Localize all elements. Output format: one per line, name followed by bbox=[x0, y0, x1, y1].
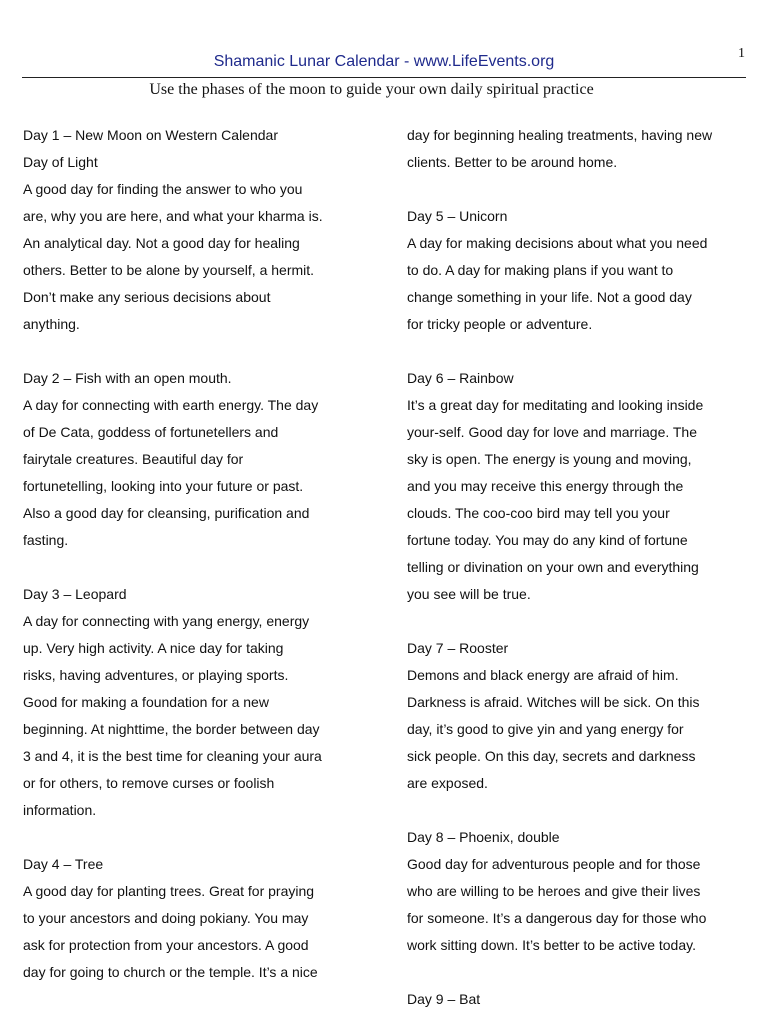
body-text-line: to do. A day for making plans if you want to bbox=[407, 262, 674, 278]
body-text-line: sky is open. The energy is young and moving, bbox=[407, 451, 692, 467]
day-entry bbox=[23, 851, 368, 986]
body-text-line: Don’t make any serious decisions about bbox=[23, 289, 271, 305]
body-text-line: are, why you are here, and what your kharma is. bbox=[23, 208, 323, 224]
day-entry bbox=[407, 122, 752, 176]
day-heading: Day 1 – New Moon on Western Calendar bbox=[23, 127, 278, 143]
day-heading: Day 9 – Bat bbox=[407, 991, 481, 1007]
body-text-line: beginning. At nighttime, the border between day bbox=[23, 721, 320, 737]
day-heading: Day 4 – Tree bbox=[23, 856, 104, 872]
body-text-line: An analytical day. Not a good day for healing bbox=[23, 235, 300, 251]
body-text-line: A day for connecting with yang energy, energy bbox=[23, 613, 310, 629]
day-entry bbox=[407, 203, 752, 338]
body-text-line: up. Very high activity. A nice day for taking bbox=[23, 640, 284, 656]
body-text-line: Good day for adventurous people and for those bbox=[407, 856, 701, 872]
entry-spacer bbox=[23, 554, 368, 581]
page-number: 1 bbox=[738, 46, 745, 61]
body-text-line: Good for making a foundation for a new bbox=[23, 694, 269, 710]
day-entry bbox=[23, 581, 368, 824]
body-text-line: day for going to church or the temple. It’s a nice bbox=[23, 964, 318, 980]
day-entry bbox=[407, 365, 752, 608]
entry-spacer bbox=[23, 338, 368, 365]
body-text-line: fairytale creatures. Beautiful day for bbox=[23, 451, 244, 467]
day-heading: Day 3 – Leopard bbox=[23, 586, 127, 602]
day-entry bbox=[23, 122, 368, 338]
entry-spacer bbox=[407, 959, 752, 986]
body-text-line: sick people. On this day, secrets and darkness bbox=[407, 748, 696, 764]
left-column bbox=[23, 122, 368, 986]
body-text-line: you see will be true. bbox=[407, 586, 531, 602]
body-text-line: Demons and black energy are afraid of him. bbox=[407, 667, 679, 683]
day-entry bbox=[407, 824, 752, 959]
body-text-line: A day for connecting with earth energy. The day bbox=[23, 397, 319, 413]
body-text-line: information. bbox=[23, 802, 97, 818]
body-text-line: fasting. bbox=[23, 532, 69, 548]
header-divider bbox=[22, 77, 746, 78]
day-entry bbox=[23, 365, 368, 554]
body-text-line: clients. Better to be around home. bbox=[407, 154, 618, 170]
document-subtitle: Use the phases of the moon to guide your own daily spiritual practice bbox=[149, 81, 594, 98]
body-text-line: for someone. It’s a dangerous day for those who bbox=[407, 910, 707, 926]
body-text-line: who are willing to be heroes and give their lives bbox=[407, 883, 701, 899]
body-text-line: and you may receive this energy through the bbox=[407, 478, 684, 494]
day-heading: Day 7 – Rooster bbox=[407, 640, 509, 656]
body-text-line: work sitting down. It’s better to be active today. bbox=[407, 937, 696, 953]
body-text-line: A day for making decisions about what you need bbox=[407, 235, 708, 251]
day-entry bbox=[407, 986, 752, 1013]
day-heading: Day 5 – Unicorn bbox=[407, 208, 508, 224]
entry-spacer bbox=[407, 338, 752, 365]
body-text-line: anything. bbox=[23, 316, 80, 332]
day-heading: Day 8 – Phoenix, double bbox=[407, 829, 560, 845]
body-text-line: Darkness is afraid. Witches will be sick. On this bbox=[407, 694, 700, 710]
document-title: Shamanic Lunar Calendar - www.LifeEvents.org bbox=[213, 53, 555, 70]
body-text-line: your-self. Good day for love and marriage. The bbox=[407, 424, 698, 440]
body-text-line: clouds. The coo-coo bird may tell you your bbox=[407, 505, 670, 521]
body-text-line: ask for protection from your ancestors. A good bbox=[23, 937, 309, 953]
body-text-line: day for beginning healing treatments, having new bbox=[407, 127, 713, 143]
entry-spacer bbox=[407, 608, 752, 635]
body-text-line: others. Better to be alone by yourself, a hermit. bbox=[23, 262, 315, 278]
body-text-line: of De Cata, goddess of fortunetellers and bbox=[23, 424, 279, 440]
entry-spacer bbox=[23, 824, 368, 851]
body-text-line: or for others, to remove curses or foolish bbox=[23, 775, 275, 791]
entry-spacer bbox=[407, 797, 752, 824]
body-text-line: change something in your life. Not a good day bbox=[407, 289, 692, 305]
body-text-line: A good day for planting trees. Great for praying bbox=[23, 883, 315, 899]
body-text-line: day, it’s good to give yin and yang energy for bbox=[407, 721, 684, 737]
body-text-line: It’s a great day for meditating and looking inside bbox=[407, 397, 704, 413]
body-text-line: are exposed. bbox=[407, 775, 488, 791]
body-text-line: fortune today. You may do any kind of fortune bbox=[407, 532, 688, 548]
body-text-line: Day of Light bbox=[23, 154, 98, 170]
body-text-line: A good day for finding the answer to who you bbox=[23, 181, 303, 197]
body-text-line: for tricky people or adventure. bbox=[407, 316, 593, 332]
body-text-line: fortunetelling, looking into your future or past. bbox=[23, 478, 304, 494]
day-heading: Day 6 – Rainbow bbox=[407, 370, 514, 386]
body-text-line: Also a good day for cleansing, purification and bbox=[23, 505, 310, 521]
day-heading: Day 2 – Fish with an open mouth. bbox=[23, 370, 232, 386]
right-column bbox=[407, 122, 752, 1013]
entry-spacer bbox=[407, 176, 752, 203]
day-entry bbox=[407, 635, 752, 797]
body-text-line: to your ancestors and doing pokiany. You may bbox=[23, 910, 309, 926]
body-text-line: 3 and 4, it is the best time for cleaning your aura bbox=[23, 748, 322, 764]
body-text-line: telling or divination on your own and everything bbox=[407, 559, 699, 575]
body-text-line: risks, having adventures, or playing sports. bbox=[23, 667, 289, 683]
